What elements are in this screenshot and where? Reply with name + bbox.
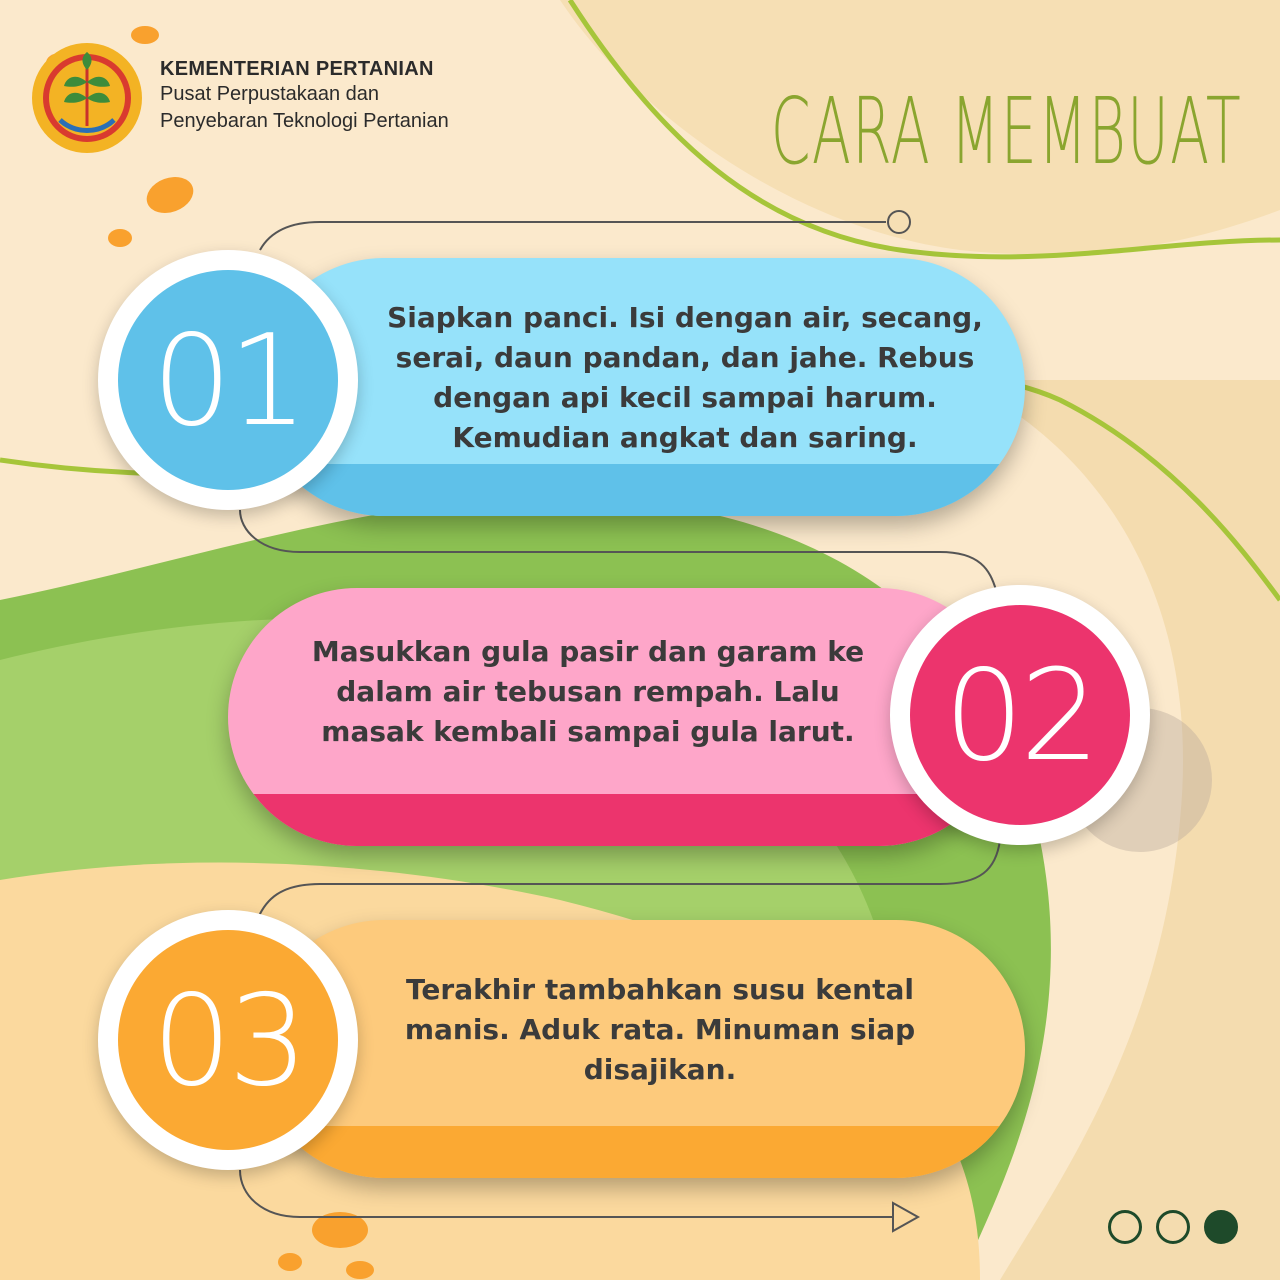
step-1-badge <box>98 250 358 510</box>
org-name: KEMENTERIAN PERTANIAN <box>160 58 434 80</box>
org-subtitle-line2: Penyebaran Teknologi Pertanian <box>160 110 449 132</box>
step-2-text: Masukkan gula pasir dan garam ke dalam air tebusan rempah. Lalu masak kembali sampai gula larut. <box>311 635 865 748</box>
org-header <box>30 38 510 158</box>
step-3-card <box>255 920 1025 1178</box>
org-subtitle-line1: Pusat Perpustakaan dan <box>160 83 380 105</box>
step-1-card <box>255 258 1025 516</box>
page-dot-2[interactable] <box>1156 1210 1190 1244</box>
page-indicator <box>1108 1208 1243 1250</box>
step-3-stripe <box>255 1126 1025 1178</box>
step-3-number: 03 <box>151 966 305 1114</box>
page-dot-1[interactable] <box>1108 1210 1142 1244</box>
step-2-badge <box>890 585 1150 845</box>
step-1-number: 01 <box>151 306 305 454</box>
step-2-number: 02 <box>943 641 1097 789</box>
page-title: CARA MEMBUAT <box>770 78 1242 185</box>
org-text <box>160 58 449 135</box>
ministry-emblem-icon <box>30 38 145 158</box>
step-1-text: Siapkan panci. Isi dengan air, secang, serai, daun pandan, dan jahe. Rebus dengan api kecil sampai harum. Kemudian angkat dan saring. <box>387 301 983 454</box>
step-3-badge <box>98 910 358 1170</box>
step-2-stripe <box>228 794 1008 846</box>
page-dot-3-active[interactable] <box>1204 1210 1238 1244</box>
step-3-text: Terakhir tambahkan susu kental manis. Aduk rata. Minuman siap disajikan. <box>404 973 916 1086</box>
